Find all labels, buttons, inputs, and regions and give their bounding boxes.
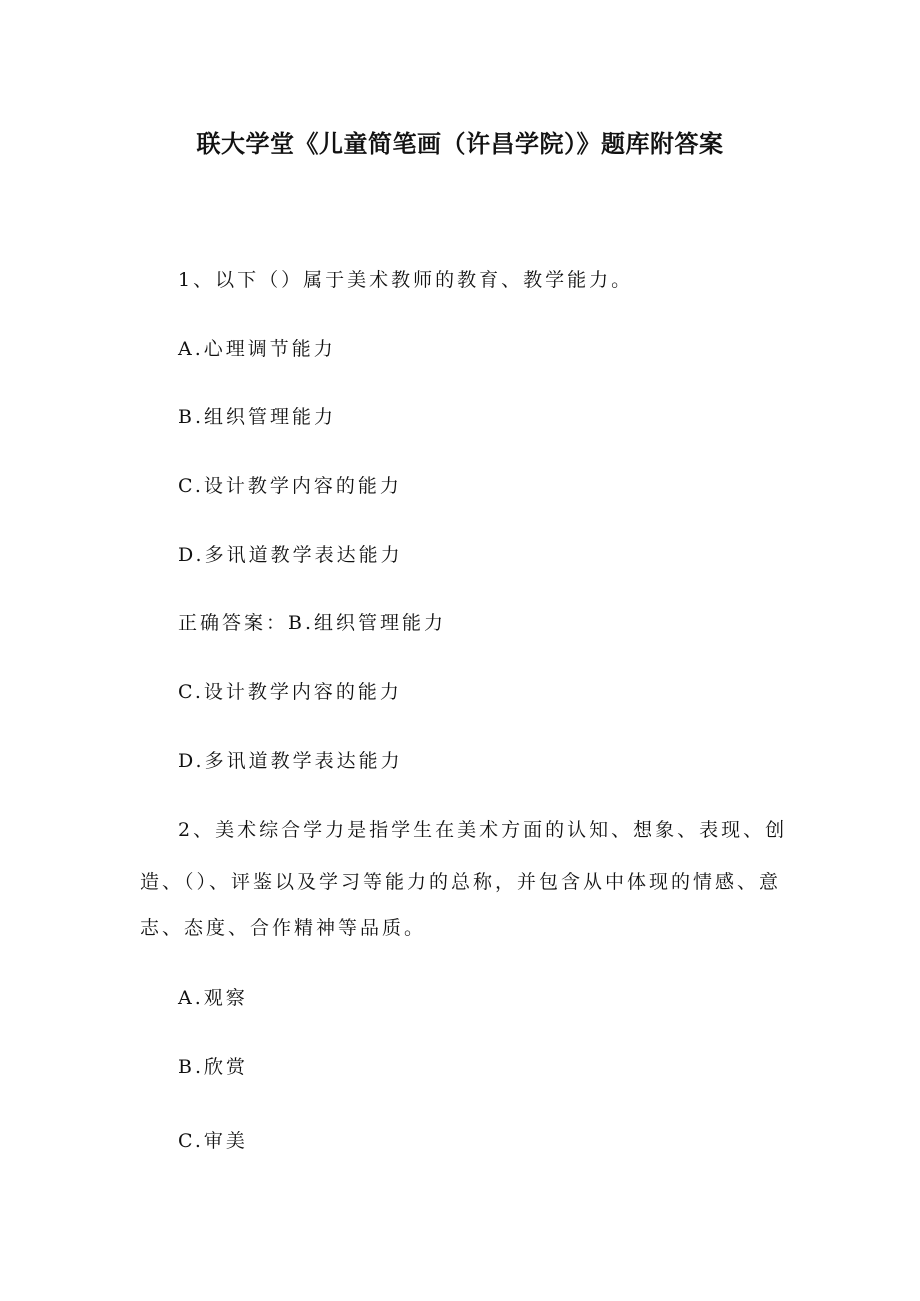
question-1-option-c: C.设计教学内容的能力: [178, 475, 402, 497]
question-2-stem-line-1: 2、美术综合学力是指学生在美术方面的认知、想象、表现、创: [178, 819, 788, 841]
question-2-option-b: B.欣赏: [178, 1056, 249, 1078]
question-1-answer: 正确答案：B.组织管理能力: [178, 612, 447, 634]
question-1-option-b: B.组织管理能力: [178, 406, 337, 428]
question-2-option-c: C.审美: [178, 1130, 248, 1152]
document-title: 联大学堂《儿童简笔画（许昌学院）》题库附答案: [196, 130, 724, 158]
question-2-stem-line-2: 造、（）、评鉴以及学习等能力的总称，并包含从中体现的情感、意: [140, 871, 782, 893]
question-1-option-a: A.心理调节能力: [178, 338, 336, 360]
question-2-option-a: A.观察: [178, 987, 248, 1009]
question-2-stem-line-3: 志、态度、合作精神等品质。: [140, 917, 427, 939]
question-1-answer-option-c: C.设计教学内容的能力: [178, 681, 402, 703]
question-1-stem: 1、以下（）属于美术教师的教育、教学能力。: [178, 269, 634, 291]
question-1-option-d: D.多讯道教学表达能力: [178, 544, 403, 566]
question-1-answer-option-d: D.多讯道教学表达能力: [178, 750, 403, 772]
